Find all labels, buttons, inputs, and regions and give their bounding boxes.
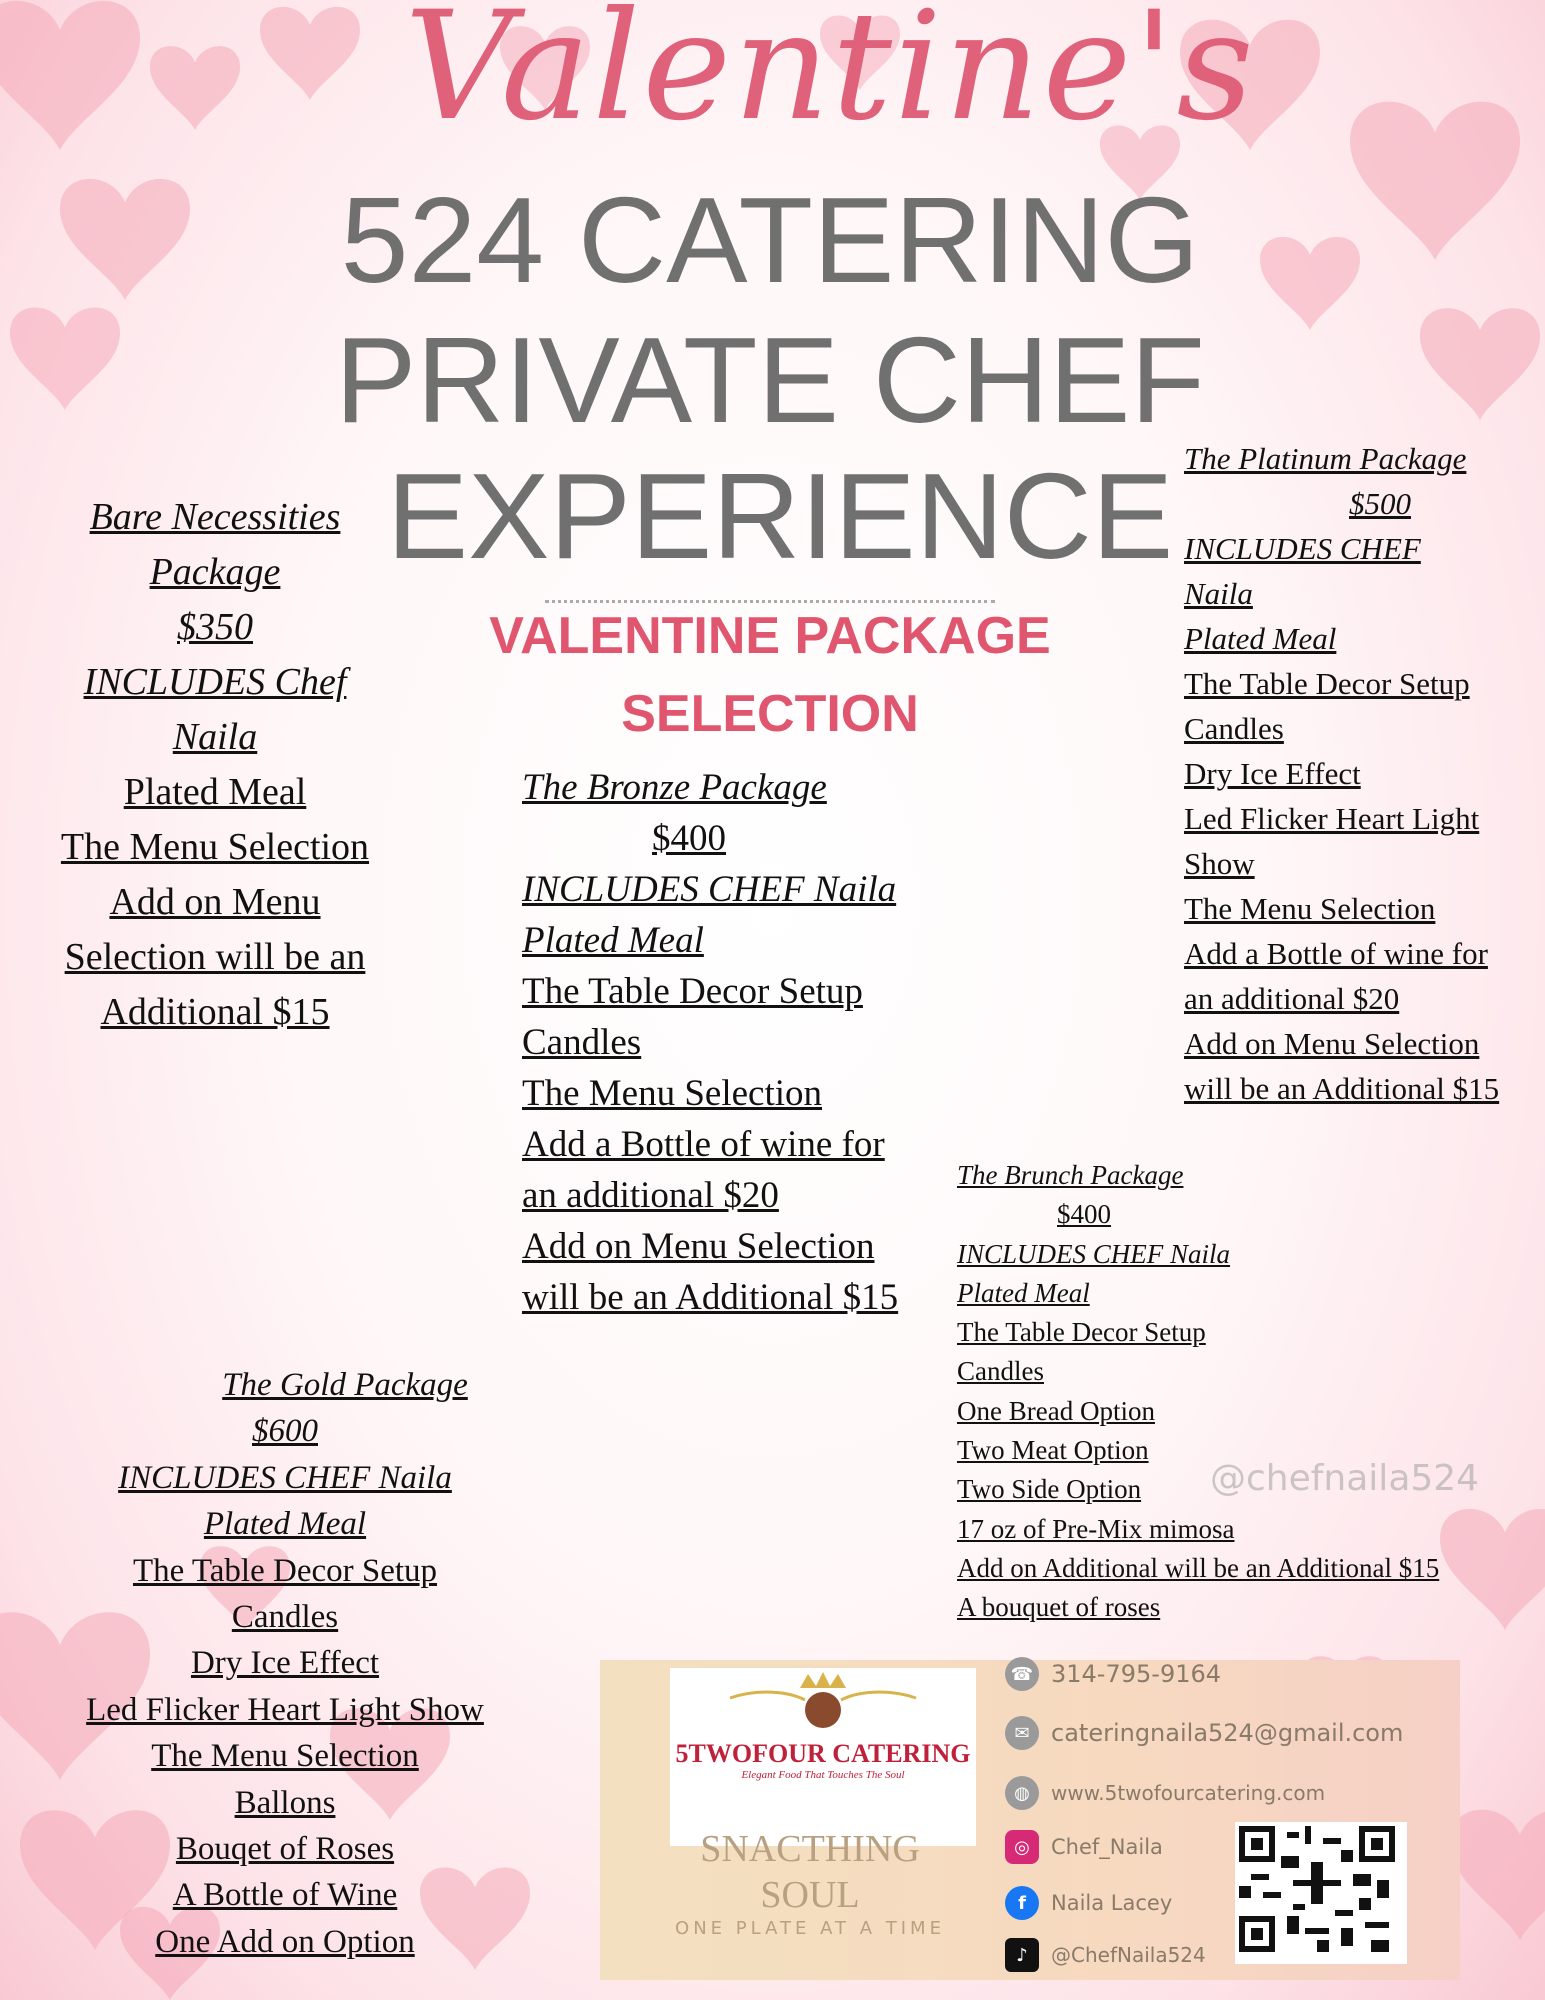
package-item: Led Flicker Heart Light Show: [86, 1691, 484, 1728]
package-item: A bouquet of roses: [957, 1592, 1161, 1623]
title-line-2: PRIVATE CHEF: [335, 312, 1205, 448]
crown-chef-icon: [670, 1668, 976, 1738]
facebook-row: [1005, 1886, 1172, 1920]
package-item: Dry Ice Effect: [1184, 756, 1361, 791]
slogan: [660, 1826, 960, 1939]
subtitle-line-1: VALENTINE PACKAGE: [489, 607, 1051, 665]
package-item: Candles: [1184, 711, 1284, 746]
globe-icon: ◍: [1005, 1776, 1039, 1810]
instagram-row: [1005, 1830, 1163, 1864]
package-name: Package: [149, 551, 281, 593]
package-item: Two Meat Option: [957, 1435, 1149, 1466]
package-item: INCLUDES CHEF Naila: [118, 1459, 452, 1496]
brand-tagline: Elegant Food That Touches The Soul: [741, 1769, 905, 1781]
bare-necessities-package: [20, 490, 410, 1040]
email-icon: ✉: [1005, 1716, 1039, 1750]
package-item: Add on Menu Selection: [1184, 1026, 1480, 1061]
package-item: Candles: [957, 1356, 1044, 1387]
package-item: Plated Meal: [203, 1506, 367, 1543]
package-item: One Bread Option: [957, 1395, 1155, 1426]
package-item: The Table Decor Setup: [132, 1552, 438, 1589]
email-row: [1005, 1716, 1403, 1750]
qr-code: [1235, 1822, 1407, 1964]
package-item: Add on Additional will be an Additional $15: [957, 1552, 1440, 1583]
package-item: Add on Menu Selection: [522, 1226, 875, 1267]
title-line-3: EXPERIENCE: [386, 448, 1174, 584]
package-item: Ballons: [234, 1784, 336, 1821]
instagram-handle: Chef_Naila: [1051, 1835, 1163, 1859]
watermark: @chefnaila524: [1210, 1458, 1480, 1499]
package-item: Plated Meal: [1184, 621, 1337, 656]
package-item: INCLUDES CHEF: [1184, 531, 1421, 566]
website-row: [1005, 1776, 1325, 1810]
package-price: $350: [177, 606, 253, 648]
package-price: $600: [252, 1413, 318, 1450]
slogan-line-3: ONE PLATE AT A TIME: [675, 1918, 945, 1939]
bronze-package: [522, 762, 952, 1323]
package-item: Candles: [522, 1022, 642, 1063]
package-name: The Bronze Package: [522, 767, 827, 808]
brunch-package: [957, 1156, 1517, 1628]
package-item: Show: [1184, 846, 1255, 881]
package-item: Candles: [231, 1599, 339, 1636]
facebook-icon: f: [1005, 1886, 1039, 1920]
package-price: $400: [1057, 1199, 1111, 1230]
package-item: The Menu Selection: [60, 826, 370, 868]
package-item: A Bottle of Wine: [172, 1877, 398, 1914]
brand-name: 5TWOFOUR CATERING: [675, 1739, 971, 1768]
phone-row: [1005, 1657, 1221, 1691]
package-item: INCLUDES CHEF Naila: [957, 1238, 1231, 1269]
slogan-line-1: SNACTHING: [700, 1828, 920, 1870]
phone-icon: ☎: [1005, 1657, 1039, 1691]
platinum-package: [1184, 436, 1534, 1111]
email-address: cateringnaila524@gmail.com: [1051, 1719, 1404, 1747]
package-item: The Menu Selection: [151, 1738, 419, 1775]
tiktok-row: [1005, 1938, 1206, 1972]
subtitle-line-2: SELECTION: [621, 685, 919, 743]
package-price: $500: [1349, 486, 1411, 521]
package-item: Led Flicker Heart Light: [1184, 801, 1480, 836]
package-name: The Brunch Package: [957, 1160, 1184, 1190]
package-item: The Menu Selection: [522, 1073, 823, 1114]
qr-icon: [1239, 1826, 1395, 1952]
package-item: Two Side Option: [957, 1474, 1142, 1505]
package-item: The Menu Selection: [1184, 891, 1436, 926]
package-item: Bouqet of Roses: [175, 1831, 395, 1868]
gold-package: [50, 1362, 520, 1965]
package-item: an additional $20: [522, 1175, 779, 1216]
package-name: The Gold Package: [222, 1367, 468, 1403]
facebook-name: Naila Lacey: [1051, 1891, 1173, 1915]
instagram-icon: ◎: [1005, 1830, 1039, 1864]
tiktok-icon: ♪: [1005, 1938, 1039, 1972]
package-item: will be an Additional $15: [1184, 1071, 1500, 1106]
package-item: Naila: [172, 716, 258, 758]
package-item: Plated Meal: [123, 771, 307, 813]
script-title: Valentine's: [404, 0, 1256, 154]
package-item: 17 oz of Pre-Mix mimosa: [957, 1513, 1235, 1544]
package-name: Bare Necessities: [89, 496, 341, 538]
logo-box: [670, 1668, 976, 1846]
package-item: will be an Additional $15: [522, 1277, 899, 1318]
package-item: One Add on Option: [155, 1923, 415, 1960]
package-price: $400: [652, 818, 726, 859]
tiktok-handle: @ChefNaila524: [1051, 1943, 1206, 1967]
package-item: INCLUDES Chef: [83, 661, 347, 703]
package-item: Plated Meal: [522, 920, 704, 961]
package-item: INCLUDES CHEF Naila: [522, 869, 897, 910]
package-item: The Table Decor Setup: [1184, 666, 1470, 701]
package-item: Add a Bottle of wine for: [522, 1124, 885, 1165]
package-item: Dry Ice Effect: [190, 1645, 380, 1682]
website-url: www.5twofourcatering.com: [1051, 1781, 1326, 1805]
package-item: Plated Meal: [957, 1277, 1090, 1308]
package-item: The Table Decor Setup: [957, 1317, 1206, 1348]
package-item: Additional $15: [100, 991, 330, 1033]
package-item: an additional $20: [1184, 981, 1400, 1016]
package-item: Add a Bottle of wine for: [1184, 936, 1488, 971]
phone-number: 314-795-9164: [1051, 1660, 1222, 1688]
package-name: The Platinum Package: [1184, 441, 1467, 476]
package-item: The Table Decor Setup: [522, 971, 863, 1012]
package-item: Add on Menu: [109, 881, 321, 923]
package-item: Naila: [1184, 576, 1253, 611]
package-item: Selection will be an: [64, 936, 366, 978]
slogan-line-2: SOUL: [760, 1874, 860, 1916]
title-line-1: 524 CATERING: [340, 172, 1200, 308]
